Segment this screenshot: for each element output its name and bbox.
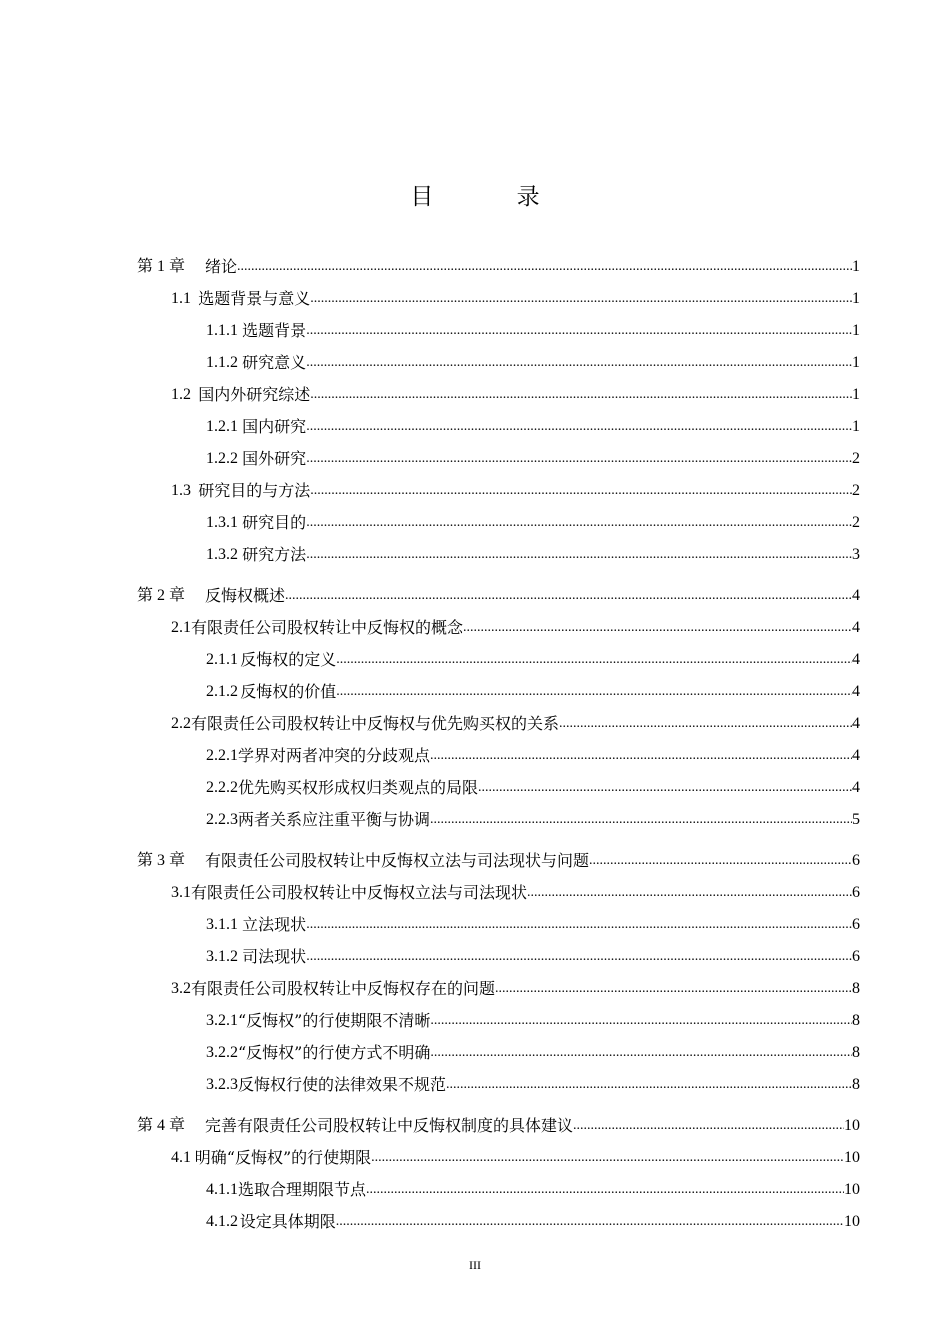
toc-entry-title: 司法现状 xyxy=(242,947,307,966)
toc-dot-leader xyxy=(310,385,852,405)
toc-entry-page: 1 xyxy=(852,354,860,371)
toc-dot-leader xyxy=(559,714,852,734)
toc-entry-title: 选题背景 xyxy=(242,321,307,340)
toc-entry-page: 6 xyxy=(852,884,860,901)
toc-dot-leader xyxy=(430,1011,852,1031)
toc-entry-title: 设定具体期限 xyxy=(239,1212,336,1231)
toc-entry-page: 10 xyxy=(844,1213,860,1230)
toc-entry[interactable] xyxy=(137,830,860,871)
toc-entry[interactable] xyxy=(137,1136,860,1168)
toc-dot-leader xyxy=(237,257,852,277)
toc-entry-title: 国外研究 xyxy=(242,449,307,468)
toc-entry-title: 研究目的 xyxy=(242,513,307,532)
toc-entry-title: 有限责任公司股权转让中反悔权立法与司法现状与问题 xyxy=(205,851,590,870)
toc-entry-page: 2 xyxy=(852,514,860,531)
toc-entry-title: 选题背景与意义 xyxy=(198,289,311,308)
toc-entry-number: 第 1 章 xyxy=(137,258,186,275)
toc-entry-number: 1.2.2 xyxy=(206,450,238,467)
toc-entry-number: 1.3 xyxy=(171,482,191,499)
toc-dot-leader xyxy=(336,682,852,702)
toc-entry-number: 4.1.1 xyxy=(206,1181,238,1198)
toc-entry-number: 1.3.1 xyxy=(206,514,238,531)
toc-entry-page: 6 xyxy=(852,852,860,869)
toc-entry[interactable] xyxy=(137,341,860,373)
toc-entry-title: 反悔权行使的法律效果不规范 xyxy=(238,1075,447,1094)
toc-entry[interactable] xyxy=(137,1031,860,1063)
toc-entry[interactable] xyxy=(137,245,860,277)
toc-entry[interactable] xyxy=(137,999,860,1031)
toc-entry-number: 2.2.1 xyxy=(206,747,238,764)
toc-entry-page: 3 xyxy=(852,546,860,563)
toc-entry-title: 立法现状 xyxy=(242,915,307,934)
toc-entry[interactable] xyxy=(137,606,860,638)
toc-entry-title: 有限责任公司股权转让中反悔权存在的问题 xyxy=(191,979,496,998)
toc-entry[interactable] xyxy=(137,1168,860,1200)
toc-entry-page: 10 xyxy=(844,1149,860,1166)
toc-entry-number: 2.2.2 xyxy=(206,779,238,796)
toc-entry-page: 6 xyxy=(852,916,860,933)
toc-dot-leader xyxy=(366,1180,844,1200)
toc-entry-title: 完善有限责任公司股权转让中反悔权制度的具体建议 xyxy=(205,1116,574,1135)
toc-entry-page: 4 xyxy=(852,747,860,764)
toc-entry-title: 有限责任公司股权转让中反悔权的概念 xyxy=(191,618,464,637)
toc-entry-title: “反悔权”的行使期限不清晰 xyxy=(238,1011,431,1030)
toc-entry-number: 1.3.2 xyxy=(206,546,238,563)
toc-entry[interactable] xyxy=(137,1095,860,1136)
toc-entry-page: 4 xyxy=(852,683,860,700)
toc-entry-number: 3.1 xyxy=(171,884,191,901)
toc-entry[interactable] xyxy=(137,309,860,341)
toc-entry-number: 1.2 xyxy=(171,386,191,403)
toc-entry-number: 3.1.1 xyxy=(206,916,238,933)
toc-entry-title: 反悔权概述 xyxy=(205,586,286,605)
toc-dot-leader xyxy=(306,449,852,469)
toc-dot-leader xyxy=(310,289,852,309)
toc-dot-leader xyxy=(336,650,852,670)
toc-entry-title: “反悔权”的行使方式不明确 xyxy=(238,1043,431,1062)
toc-dot-leader xyxy=(306,545,852,565)
toc-entry-page: 8 xyxy=(852,1076,860,1093)
toc-entry-page: 10 xyxy=(844,1181,860,1198)
toc-entry[interactable] xyxy=(137,734,860,766)
page-title: 目 录 xyxy=(410,184,578,210)
toc-entry[interactable] xyxy=(137,702,860,734)
toc-entry[interactable] xyxy=(137,670,860,702)
toc-dot-leader xyxy=(430,1043,852,1063)
toc-entry-number: 2.1.1 xyxy=(206,651,238,668)
table-of-contents xyxy=(137,245,860,1232)
toc-entry[interactable] xyxy=(137,405,860,437)
toc-entry-page: 4 xyxy=(852,651,860,668)
toc-dot-leader xyxy=(336,1212,844,1232)
toc-dot-leader xyxy=(573,1116,844,1136)
toc-entry-title: 明确“反悔权”的行使期限 xyxy=(194,1148,372,1167)
toc-entry-number: 2.2.3 xyxy=(206,811,238,828)
toc-entry-page: 2 xyxy=(852,450,860,467)
toc-entry-title: 优先购买权形成权归类观点的局限 xyxy=(238,778,479,797)
toc-entry-title: 有限责任公司股权转让中反悔权与优先购买权的关系 xyxy=(191,714,560,733)
toc-entry[interactable] xyxy=(137,903,860,935)
toc-entry[interactable] xyxy=(137,935,860,967)
toc-dot-leader xyxy=(306,321,852,341)
toc-entry-page: 8 xyxy=(852,980,860,997)
toc-entry[interactable] xyxy=(137,871,860,903)
toc-dot-leader xyxy=(527,883,852,903)
toc-entry-title: 两者关系应注重平衡与协调 xyxy=(238,810,431,829)
toc-entry[interactable] xyxy=(137,638,860,670)
toc-dot-leader xyxy=(371,1148,844,1168)
toc-entry[interactable] xyxy=(137,373,860,405)
toc-entry-page: 1 xyxy=(852,386,860,403)
toc-entry-title: 研究意义 xyxy=(242,353,307,372)
toc-entry[interactable] xyxy=(137,1063,860,1095)
toc-entry-page: 4 xyxy=(852,587,860,604)
toc-entry[interactable] xyxy=(137,565,860,606)
toc-entry-page: 8 xyxy=(852,1012,860,1029)
toc-entry[interactable] xyxy=(137,469,860,501)
toc-entry-title: 学界对两者冲突的分歧观点 xyxy=(238,746,431,765)
toc-entry[interactable] xyxy=(137,967,860,999)
toc-dot-leader xyxy=(478,778,852,798)
toc-entry-number: 1.1.1 xyxy=(206,322,238,339)
toc-entry-number: 第 4 章 xyxy=(137,1117,186,1134)
toc-entry-title: 反悔权的价值 xyxy=(240,682,337,701)
toc-entry[interactable] xyxy=(137,766,860,798)
toc-entry-number: 3.2.1 xyxy=(206,1012,238,1029)
toc-entry-title: 国内研究 xyxy=(242,417,307,436)
toc-entry-page: 1 xyxy=(852,258,860,275)
toc-entry-number: 2.1.2 xyxy=(206,683,238,700)
toc-entry-page: 1 xyxy=(852,290,860,307)
toc-dot-leader xyxy=(306,513,852,533)
page-number-footer: III xyxy=(469,1258,481,1272)
toc-entry-number: 第 3 章 xyxy=(137,852,186,869)
toc-entry-title: 反悔权的定义 xyxy=(240,650,337,669)
toc-entry-number: 1.1.2 xyxy=(206,354,238,371)
toc-dot-leader xyxy=(306,915,852,935)
toc-entry-number: 3.2.2 xyxy=(206,1044,238,1061)
toc-dot-leader xyxy=(495,979,852,999)
toc-entry-number: 3.2.3 xyxy=(206,1076,238,1093)
toc-entry-number: 1.2.1 xyxy=(206,418,238,435)
toc-entry-title: 有限责任公司股权转让中反悔权立法与司法现状 xyxy=(191,883,528,902)
toc-entry-number: 4.1 xyxy=(171,1149,191,1166)
toc-entry-page: 10 xyxy=(844,1117,860,1134)
toc-dot-leader xyxy=(306,417,852,437)
toc-entry-number: 2.2 xyxy=(171,715,191,732)
toc-entry-title: 绪论 xyxy=(205,257,238,276)
toc-entry-page: 2 xyxy=(852,482,860,499)
toc-entry[interactable] xyxy=(137,798,860,830)
toc-entry-number: 3.1.2 xyxy=(206,948,238,965)
toc-entry-page: 6 xyxy=(852,948,860,965)
toc-entry-number: 1.1 xyxy=(171,290,191,307)
toc-dot-leader xyxy=(310,481,852,501)
toc-dot-leader xyxy=(306,947,852,967)
toc-entry-title: 选取合理期限节点 xyxy=(238,1180,367,1199)
toc-entry-page: 5 xyxy=(852,811,860,828)
toc-entry-page: 1 xyxy=(852,418,860,435)
toc-entry[interactable] xyxy=(137,277,860,309)
toc-entry[interactable] xyxy=(137,501,860,533)
toc-dot-leader xyxy=(446,1075,852,1095)
toc-dot-leader xyxy=(463,618,852,638)
toc-entry-title: 国内外研究综述 xyxy=(198,385,311,404)
toc-entry-page: 4 xyxy=(852,779,860,796)
toc-entry-page: 8 xyxy=(852,1044,860,1061)
toc-entry-number: 4.1.2 xyxy=(206,1213,238,1230)
toc-entry-number: 第 2 章 xyxy=(137,587,186,604)
toc-entry-number: 3.2 xyxy=(171,980,191,997)
toc-entry-title: 研究目的与方法 xyxy=(198,481,311,500)
toc-entry-number: 2.1 xyxy=(171,619,191,636)
toc-entry-page: 1 xyxy=(852,322,860,339)
toc-dot-leader xyxy=(430,810,852,830)
toc-entry-title: 研究方法 xyxy=(242,545,307,564)
toc-dot-leader xyxy=(589,851,852,871)
toc-dot-leader xyxy=(306,353,852,373)
toc-entry[interactable] xyxy=(137,533,860,565)
toc-entry[interactable] xyxy=(137,1200,860,1232)
toc-entry-page: 4 xyxy=(852,619,860,636)
toc-dot-leader xyxy=(430,746,852,766)
toc-entry-page: 4 xyxy=(852,715,860,732)
toc-entry[interactable] xyxy=(137,437,860,469)
toc-dot-leader xyxy=(285,586,852,606)
